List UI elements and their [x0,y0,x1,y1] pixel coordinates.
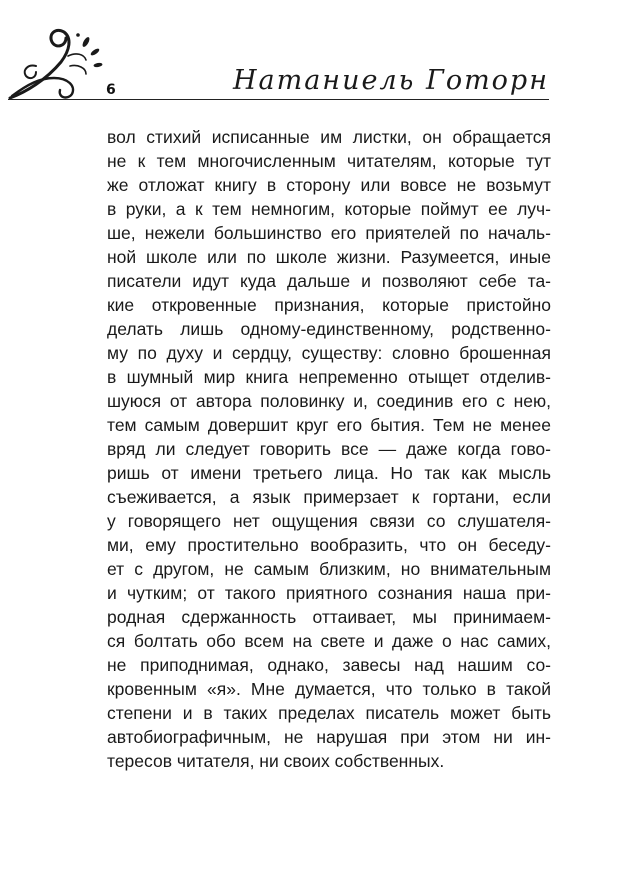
text-line: ришь от имени третьего лица. Но так как мысль [107,463,551,483]
text-line: вряд ли следует говорить все — даже когда гово- [107,439,551,459]
body-text [107,125,551,773]
text-line: тересов читателя, ни своих собственных. [107,751,445,771]
text-line: тем самым довершит круг его бытия. Тем не менее [107,415,551,435]
swirl-ornament-icon [6,22,106,102]
text-line: в шумный мир книга непременно отыщет отделив- [107,367,551,387]
text-line: вол стихий исписанные им листки, он обращается [107,127,551,147]
text-line: писатели идут куда дальше и позволяют себе та- [107,271,551,291]
text-line: ми, ему простительно вообразить, что он беседу- [107,535,551,555]
page-number: 6 [106,82,116,98]
header-rule [8,99,549,100]
text-line: шуюся от автора половинку и, соединив его с нею, [107,391,551,411]
text-line: кие откровенные признания, которые пристойно [107,295,551,315]
text-line: ся болтать обо всем на свете и даже о нас самих, [107,631,551,651]
text-line: кровенным «я». Мне думается, что только в такой [107,679,551,699]
text-line: му по духу и сердцу, существу: словно брошенная [107,343,551,363]
text-line: и чутким; от такого приятного сознания наша при- [107,583,551,603]
running-head-author: Натаниель Готорн [232,65,549,96]
text-line: в руки, а к тем немногим, которые поймут ее луч- [107,199,551,219]
text-line: родная сдержанность оттаивает, мы принимаем- [107,607,551,627]
text-line: ет с другом, не самым близким, но внимательным [107,559,551,579]
text-line: степени и в таких пределах писатель может быть [107,703,551,723]
text-line: же отложат книгу в сторону или вовсе не возьмут [107,175,551,195]
text-line: съеживается, а язык примерзает к гортани, если [107,487,551,507]
text-line: делать лишь одному-единственному, родственно- [107,319,551,339]
text-line: не приподнимая, однако, завесы над нашим со- [107,655,551,675]
text-line: не к тем многочисленным читателям, которые тут [107,151,551,171]
text-line: у говорящего нет ощущения связи со слушателя- [107,511,551,531]
text-line: ше, нежели большинство его приятелей по началь- [107,223,551,243]
text-line: автобиографичным, не нарушая при этом ни ин- [107,727,551,747]
text-line: ной школе или по школе жизни. Разумеется, иные [107,247,551,267]
